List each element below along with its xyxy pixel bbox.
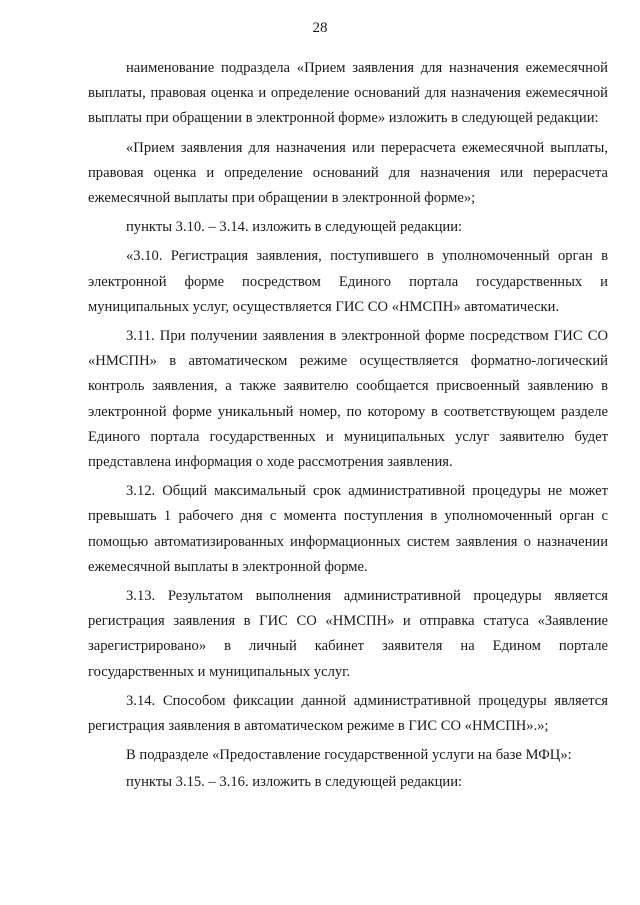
paragraph-3-13: 3.13. Результатом выполнения административной процедуры является регистрация заявления в ГИС СО «НМСПН» и отправка статуса «Заявление зарегистрировано» в личный кабинет заявителя на Едином портале государственных и муниципальных услуг. (88, 588, 608, 680)
paragraph-items-3-15-3-16: пункты 3.15. – 3.16. изложить в следующей редакции: (126, 774, 463, 791)
document-body (88, 56, 608, 798)
paragraph-new-title: «Прием заявления для назначения или перерасчета ежемесячной выплаты, правовая оценка и определение оснований для назначения или перерасчета ежемесячной выплаты при обращении в электронной форме»; (88, 139, 608, 207)
page-number: 28 (312, 20, 328, 36)
paragraph-items-3-10-3-14: пункты 3.10. – 3.14. изложить в следующей редакции: (126, 219, 463, 236)
paragraph-mfc-subsection: В подразделе «Предоставление государственной услуги на базе МФЦ»: (126, 747, 572, 764)
paragraph-3-11: 3.11. При получении заявления в электронной форме посредством ГИС СО «НМСПН» в автоматическом режиме осуществляется форматно-логический контроль заявления, а также заявителю сообщается присвоенный заявлению в электронной форме уникальный номер, по которому в соответствующем разделе Единого портала государственных и муниципальных услуг заявителю будет представлена информация о ходе рассмотрения заявления. (88, 328, 608, 471)
paragraph-3-10: «3.10. Регистрация заявления, поступившего в уполномоченный орган в электронной форме посредством Единого портала государственных и муниципальных услуг, осуществляется ГИС СО «НМСПН» автоматически. (88, 248, 608, 315)
paragraph-subsection-name: наименование подраздела «Прием заявления для назначения ежемесячной выплаты, правовая оценка и определение оснований для назначения ежемесячной выплаты при обращении в электронной форме» изложить в следующей редакции: (88, 60, 608, 127)
paragraph-3-12: 3.12. Общий максимальный срок административной процедуры не может превышать 1 рабочего дня с момента поступления в уполномоченный орган с помощью автоматизированных информационных систем заявления о назначении ежемесячной выплаты в электронной форме. (88, 483, 608, 575)
paragraph-3-14: 3.14. Способом фиксации данной административной процедуры является регистрация заявления в автоматическом режиме в ГИС СО «НМСПН».»; (88, 692, 608, 735)
